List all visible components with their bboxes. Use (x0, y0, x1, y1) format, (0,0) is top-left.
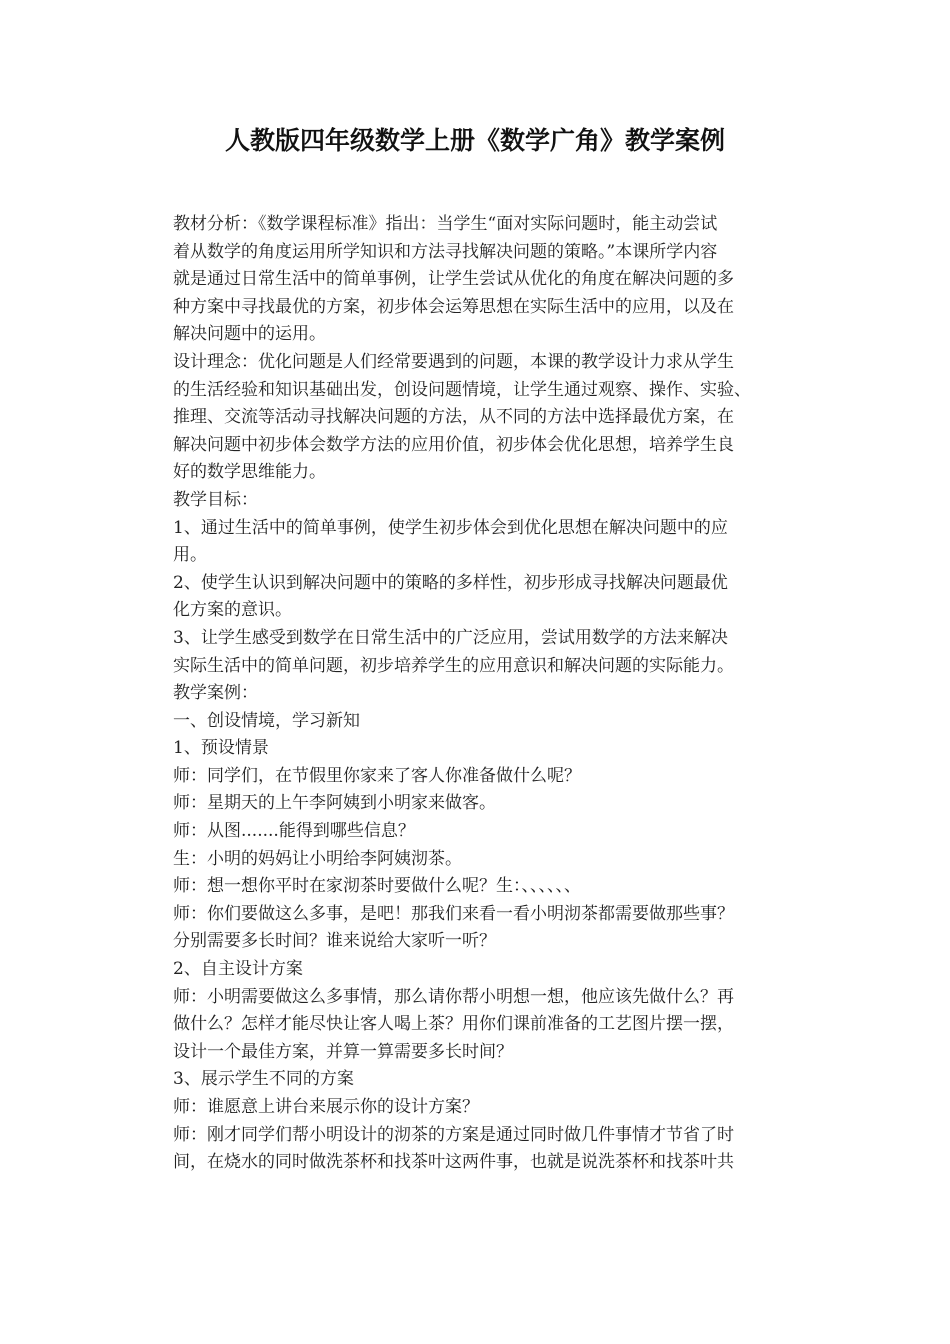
text-line: 设计一个最佳方案，并算一算需要多长时间？ (173, 1041, 513, 1062)
text-line: 的生活经验和知识基础出发，创设问题情境，让学生通过观察、操作、实验、 (173, 379, 751, 400)
text-line: 师：你们要做这么多事，是吧！那我们来看一看小明沏茶都需要做那些事？ (173, 903, 734, 924)
text-line: 一、创设情境，学习新知 (173, 710, 360, 731)
text-line: 实际生活中的简单问题，初步培养学生的应用意识和解决问题的实际能力。 (173, 655, 734, 676)
text-line: 解决问题中初步体会数学方法的应用价值，初步体会优化思想，培养学生良 (173, 434, 734, 455)
text-line: 3、让学生感受到数学在日常生活中的广泛应用，尝试用数学的方法来解决 (173, 627, 728, 648)
text-line: 用。 (173, 545, 207, 566)
text-line: 着从数学的角度运用所学知识和方法寻找解决问题的策略。”本课所学内容 (173, 241, 718, 262)
text-line: 化方案的意识。 (173, 600, 292, 621)
text-line: 2、自主设计方案 (173, 959, 303, 980)
text-line: 师：想一想你平时在家沏茶时要做什么呢？生：、、、、、、 (173, 876, 581, 897)
text-line: 3、展示学生不同的方案 (173, 1069, 354, 1090)
text-line: 分别需要多长时间？谁来说给大家听一听？ (173, 931, 496, 952)
text-line: 师：同学们，在节假里你家来了客人你准备做什么呢？ (173, 765, 581, 786)
text-line: 推理、交流等活动寻找解决问题的方法，从不同的方法中选择最优方案，在 (173, 407, 734, 428)
text-line: 教学目标： (173, 489, 258, 510)
text-line: 2、使学生认识到解决问题中的策略的多样性，初步形成寻找解决问题最优 (173, 572, 728, 593)
text-line: 教学案例： (173, 683, 258, 704)
text-line: 生：小明的妈妈让小明给李阿姨沏茶。 (173, 848, 462, 869)
text-line: 设计理念：优化问题是人们经常要遇到的问题，本课的教学设计力求从学生 (173, 351, 734, 372)
text-line: 师：从图.......能得到哪些信息？ (173, 821, 415, 842)
text-line: 间，在烧水的同时做洗茶杯和找茶叶这两件事，也就是说洗茶杯和找茶叶共 (173, 1152, 734, 1173)
text-line: 师：星期天的上午李阿姨到小明家来做客。 (173, 793, 496, 814)
text-line: 解决问题中的运用。 (173, 324, 326, 345)
text-line: 1、通过生活中的简单事例，使学生初步体会到优化思想在解决问题中的应 (173, 517, 728, 538)
text-line: 就是通过日常生活中的简单事例，让学生尝试从优化的角度在解决问题的多 (173, 269, 734, 290)
text-line: 种方案中寻找最优的方案，初步体会运筹思想在实际生活中的应用，以及在 (173, 296, 734, 317)
text-line: 师：刚才同学们帮小明设计的沏茶的方案是通过同时做几件事情才节省了时 (173, 1124, 734, 1145)
text-line: 教材分析：《数学课程标准》指出：当学生“面对实际问题时，能主动尝试 (173, 214, 718, 234)
text-line: 好的数学思维能力。 (173, 462, 326, 483)
document-title: 人教版四年级数学上册《数学广角》教学案例 (224, 126, 725, 155)
text-line: 师：小明需要做这么多事情，那么请你帮小明想一想，他应该先做什么？再 (173, 986, 734, 1007)
text-line: 1、预设情景 (173, 738, 269, 759)
text-line: 师：谁愿意上讲台来展示你的设计方案？ (173, 1097, 479, 1117)
document-body (173, 211, 823, 1177)
text-line: 做什么？怎样才能尽快让客人喝上茶？用你们课前准备的工艺图片摆一摆， (173, 1014, 734, 1035)
